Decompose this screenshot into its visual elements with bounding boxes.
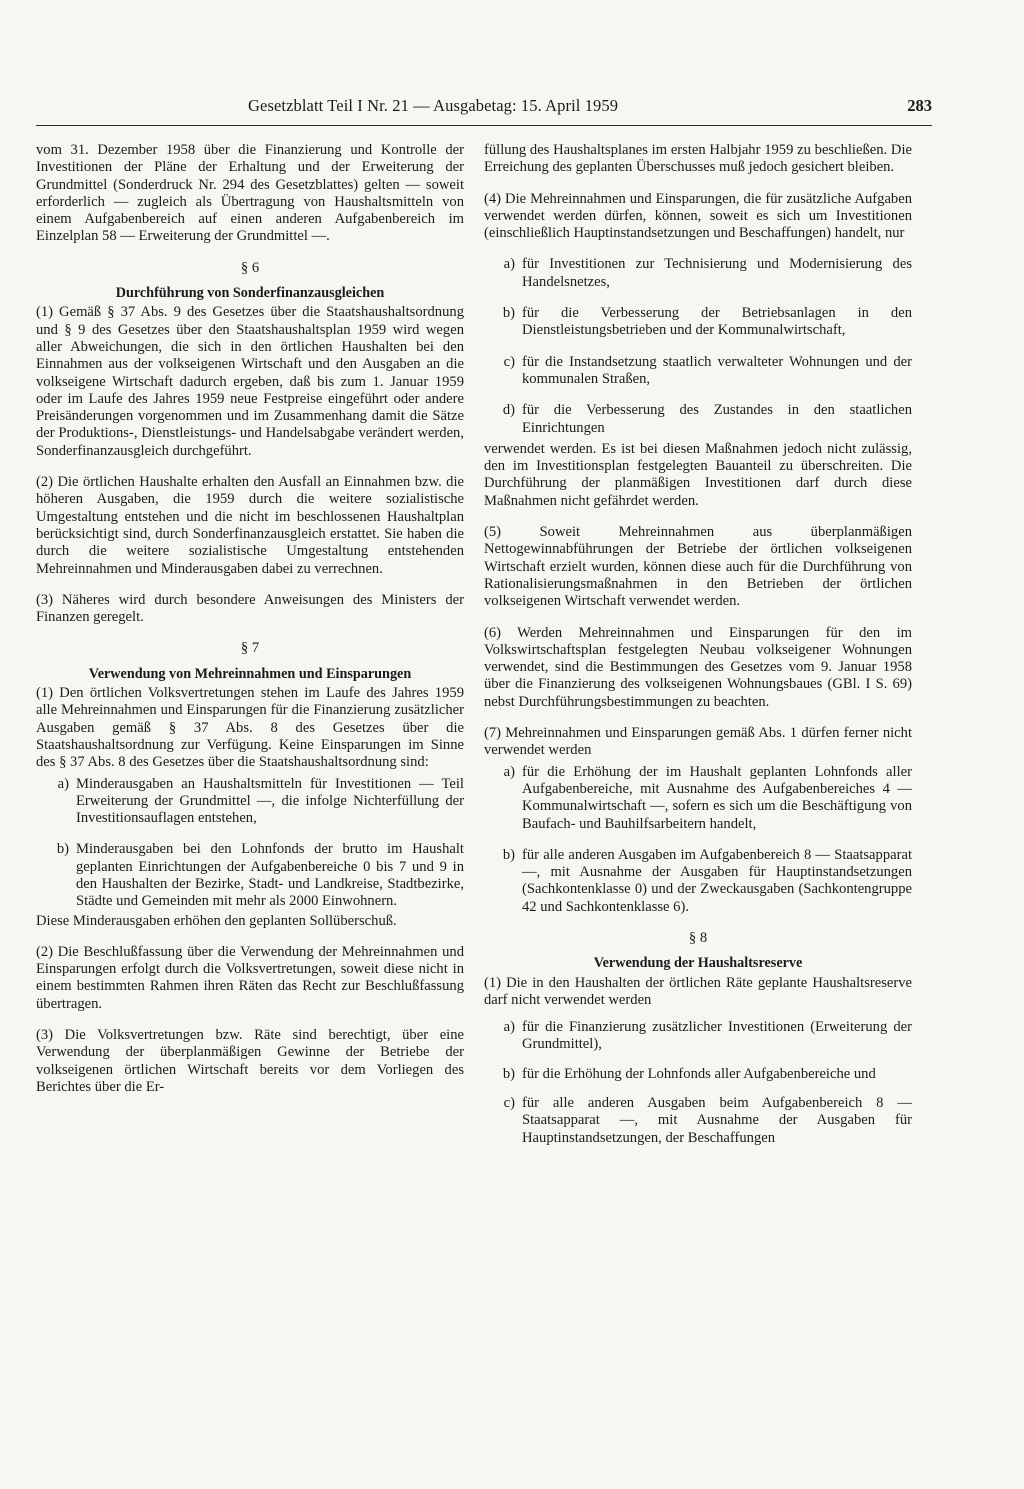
list-item (484, 305, 912, 340)
list-item-text: für die Verbesserung des Zustandes in den staatlichen Einrichtungen (522, 402, 912, 436)
list-item (484, 847, 912, 916)
list-item-mark: a) (503, 256, 515, 273)
list-item-text: für alle anderen Ausgaben im Aufgabenbereich 8 — Staatsapparat —, mit Ausnahme der Ausgaben für Hauptinstandsetzungen (Sachkontenklasse 0) und der Zweckausgaben (Sachkontengruppe 42 und Sachkontenklasse 6). (522, 846, 912, 915)
list-item-mark: b) (56, 841, 69, 858)
paragraph-6: (6) Werden Mehreinnahmen und Einsparungen für den im Volkswirtschaftsplan festgelegten Neubau volkseigener Wohnungen verwendet, sind die Bestimmungen des Gesetzes vom 9. Januar 1958 über die Finanzierung des volkseigenen Wohnungsbaues (GBl. I S. 69) nebst Durchführungsbestimmungen zu beachten. (484, 624, 912, 710)
section-7-number: § 7 (240, 640, 260, 657)
list-item-text: für die Erhöhung der Lohnfonds aller Aufgabenbereiche und (522, 1065, 876, 1082)
intro-paragraph: vom 31. Dezember 1958 über die Finanzierung und Kontrolle der Investitionen der Pläne der Erhaltung und der Erweiterung der Grundmittel (Sonderdruck Nr. 294 des Gesetzblattes) gelten — soweit erforderlich — zugleich als Übertragung von Haushaltsmitteln von einem Aufgabenbereich auf einen anderen Aufgabenbereich im Einzelplan 58 — Erweiterung der Grundmittel —. (36, 142, 464, 245)
header-title: Gesetzblatt Teil I Nr. 21 — Ausgabetag: 15. April 1959 (248, 96, 619, 115)
list-item-text: Minderausgaben bei den Lohnfonds der brutto im Haushalt geplanten Einrichtungen der Aufgabenbereiche 0 bis 7 und 9 in den Haushalten der Bezirke, Stadt- und Landkreise, Stadtbezirke, Städte und Gemeinden mit mehr als 2000 Einwohnern. (76, 841, 464, 910)
section-6-paragraph-2: (2) Die örtlichen Haushalte erhalten den Ausfall an Einnahmen bzw. die höheren Ausgaben, die 1959 durch die weitere sozialistische Umgestaltung entstehen und die nicht im beschlossenen Haushaltplan berücksichtigt sind, durch Sonderfinanzausgleich erstattet. Sie haben die durch die weitere sozialistische Umgestaltung entstehenden Mehreinnahmen und Minderausgaben dabei zu verrechnen. (36, 474, 464, 577)
section-8-number: § 8 (688, 929, 708, 946)
list-item-mark: b) (502, 1065, 515, 1082)
section-6-title: Durchführung von Sonderfinanzausgleichen (115, 285, 385, 302)
list-item-mark: a) (57, 775, 69, 792)
list-item-text: für Investitionen zur Technisierung und Modernisierung des Handelsnetzes, (522, 256, 912, 290)
continued-paragraph: füllung des Haushaltsplanes im ersten Halbjahr 1959 zu beschließen. Die Erreichung des geplanten Überschusses muß jedoch gesichert bleiben. (484, 142, 912, 176)
page-header (36, 96, 932, 124)
section-7-paragraph-1: (1) Den örtlichen Volksvertretungen stehen im Laufe des Jahres 1959 alle Mehreinnahmen und Einsparungen für die Finanzierung zusätzlicher Ausgaben gemäß § 37 Abs. 8 des Gesetzes über die Staatshaushaltsordnung zur Verfügung. Keine Einsparungen im Sinne des § 37 Abs. 8 des Gesetzes über die Staatshaushaltsordnung sind: (36, 685, 464, 771)
paragraph-5: (5) Soweit Mehreinnahmen aus überplanmäßigen Nettogewinnabführungen der Betriebe der örtlichen volkseigenen Wirtschaft erzielt wurden, können diese auch für die Durchführung von Rationalisierungsmaßnahmen in den Betrieben der örtlichen volkseigenen Wirtschaft verwendet werden. (484, 524, 912, 610)
left-column (36, 142, 464, 1110)
list-item-mark: c) (503, 1095, 515, 1112)
list-item (484, 1019, 912, 1054)
paragraph-4-close: verwendet werden. Es ist bei diesen Maßnahmen jedoch nicht zulässig, den im Investitionsplan festgelegten Bauanteil zu überschreiten. Die Durchführung der planmäßigen Investitionen darf durch diese Maßnahmen nicht gefährdet werden. (484, 440, 912, 509)
section-7-title: Verwendung von Mehreinnahmen und Einsparungen (88, 665, 412, 682)
list-item-mark: b) (502, 305, 515, 322)
section-7-paragraph-3: (3) Die Volksvertretungen bzw. Räte sind berechtigt, über eine Verwendung der überplanmäßigen Gewinne der Betriebe der volkseigenen örtlichen Wirtschaft bereits vor dem Vorliegen des Berichtes über die Er- (36, 1027, 464, 1095)
section-6-number: § 6 (240, 259, 260, 276)
list-item (484, 1066, 912, 1083)
list-item-text: Minderausgaben an Haushaltsmitteln für Investitionen — Teil Erweiterung der Grundmittel —, die infolge Nichterfüllung der Investitionsauflagen entstehen, (76, 775, 464, 827)
list-item-mark: a) (503, 1019, 515, 1036)
list-item-text: für die Verbesserung der Betriebsanlagen in den Dienstleistungsbetrieben und der Kommunalwirtschaft, (522, 305, 912, 339)
list-item (484, 1095, 912, 1147)
list-item (484, 764, 912, 833)
list-item-mark: d) (502, 402, 515, 419)
list-item-mark: b) (502, 846, 515, 863)
header-rule (36, 125, 932, 126)
list-item-mark: c) (503, 353, 515, 370)
list-item-text: für alle anderen Ausgaben beim Aufgabenbereich 8 — Staatsapparat —, mit Ausnahme der Ausgaben für Hauptinstandsetzungen, der Beschaffungen (522, 1095, 912, 1146)
section-7-paragraph-2: (2) Die Beschlußfassung über die Verwendung der Mehreinnahmen und Einsparungen erfolgt durch die Volksvertretungen, soweit diese nicht in einem bestimmten Rahmen ihren Räten das Recht zur Beschlußfassung übertragen. (36, 943, 464, 1012)
page-number: 283 (907, 96, 932, 115)
section-6-paragraph-3: (3) Näheres wird durch besondere Anweisungen des Ministers der Finanzen geregelt. (36, 591, 464, 626)
list-item-text: für die Instandsetzung staatlich verwalteter Wohnungen und der kommunalen Straßen, (522, 353, 912, 387)
right-column (484, 142, 912, 1159)
list-item (484, 402, 912, 437)
paragraph-4: (4) Die Mehreinnahmen und Einsparungen, die für zusätzliche Aufgaben verwendet werden dürfen, können, soweit es sich um Investitionen (einschließlich Hauptinstandsetzungen und Beschaffungen) handelt, nur (484, 190, 912, 242)
list-item-mark: a) (503, 763, 515, 780)
list-item (484, 256, 912, 291)
list-item-text: für die Finanzierung zusätzlicher Investitionen (Erweiterung der Grundmittel), (522, 1019, 912, 1053)
paragraph-7: (7) Mehreinnahmen und Einsparungen gemäß Abs. 1 dürfen ferner nicht verwendet werden (484, 725, 912, 759)
list-item (36, 776, 464, 828)
list-item (36, 841, 464, 910)
section-8-title: Verwendung der Haushaltsreserve (593, 955, 803, 972)
section-6-paragraph-1: (1) Gemäß § 37 Abs. 9 des Gesetzes über die Staatshaushaltsordnung und § 9 des Gesetzes über den Staatshaushaltsplan 1959 wird wegen aller Abweichungen, die sich in den örtlichen Haushalten bei den Einnahmen aus der volkseigenen Wirtschaft und den Ausgaben an die volkseigene Wirtschaft dadurch ergeben, daß bis zum 1. Januar 1959 oder im Laufe des Jahres 1959 neue Festpreise eingeführt oder andere Preisänderungen vorgenommen und im Zusammenhang damit die Sätze der Produktions-, Dienstleistungs- und Handelsabgabe verändert werden, Sonderfinanzausgleich durchgeführt. (36, 304, 464, 459)
section-7-paragraph-1-close: Diese Minderausgaben erhöhen den geplanten Sollüberschuß. (36, 912, 397, 929)
list-item (484, 354, 912, 389)
section-8-paragraph-1: (1) Die in den Haushalten der örtlichen Räte geplante Haushaltsreserve darf nicht verwendet werden (484, 974, 912, 1008)
list-item-text: für die Erhöhung der im Haushalt geplanten Lohnfonds aller Aufgabenbereiche, mit Ausnahme des Aufgabenbereiches 4 — Kommunalwirtschaft —, sofern es sich um die Beschäftigung von Baufach- und Bauhilfsarbeitern handelt, (522, 763, 912, 832)
